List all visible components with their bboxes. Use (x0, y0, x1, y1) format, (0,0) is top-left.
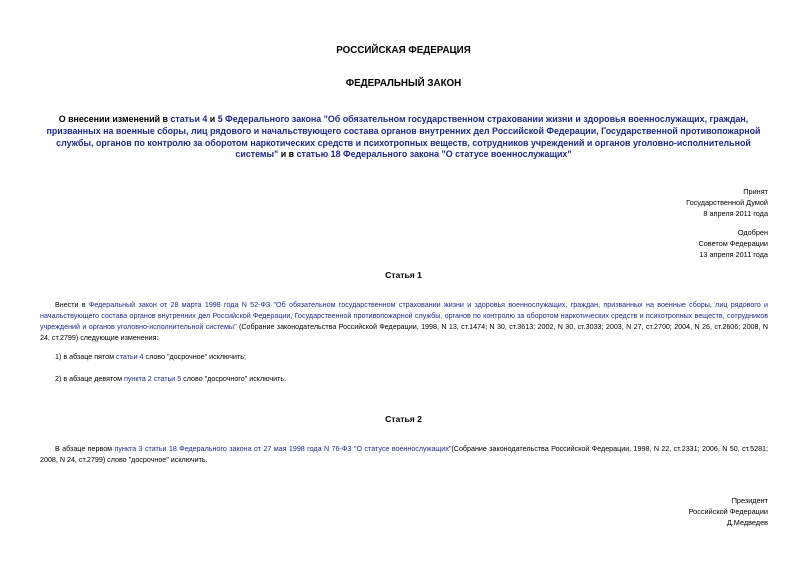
item-text: слово "досрочное" исключить; (143, 353, 246, 361)
accepted-label: Принят (743, 187, 768, 196)
paragraph-text: Внести в (55, 301, 89, 309)
article-2-paragraph (40, 444, 768, 466)
link-law-52-fz-text[interactable]: Федеральный закон от 28 марта 1998 года N 52-ФЗ "Об обязательном государственном страховании жизни и здоровья военнослужащих, граждан, призванных на военные сборы, лиц рядового и начальствующего состава органов внутренних дел Российской Федерации, Государственной противопожарной службы, органов по контролю за оборотом наркотических средств и психотропных веществ, сотрудников учреждений и органов уголовно-исполнительной системы" (40, 301, 768, 332)
article-2-heading: Статья 2 (385, 414, 422, 424)
signature-block (689, 495, 768, 529)
law-title (40, 114, 767, 161)
link-law-52-fz[interactable]: 5 Федерального закона "Об обязательном государственном страховании жизни и здоровья военнослужащих, граждан, призванных на военные сборы, лиц рядового и начальствующего состава органов внутренних дел Российской Федерации, Государственной противопожарной службы, органов по контролю за оборотом наркотических средств и психотропных веществ, сотрудников учреждений и органов уголовно-исполнительной системы" (46, 114, 761, 160)
document-type-title: ФЕДЕРАЛЬНЫЙ ЗАКОН (345, 78, 462, 89)
article-1-paragraph (40, 300, 768, 344)
link-article-4[interactable]: статьи 4 (170, 114, 208, 124)
signature-name: Д.Медведев (726, 518, 768, 528)
council-date: 13 апреля 2011 года (699, 250, 768, 260)
paragraph-text: (Собрание законодательства Российской Федерации, 1998, N 22, ст.2331; 2006, N 50, ст.5281; 2008, N 24, ст.2799) слово "досрочное" исключить. (40, 445, 769, 465)
country-title: РОССИЙСКАЯ ФЕДЕРАЦИЯ (336, 45, 471, 56)
adoption-council (698, 227, 768, 261)
signature-title: Президент (731, 496, 768, 505)
council-label: Советом Федерации (698, 239, 768, 249)
duma-date: 8 апреля 2011 года (703, 209, 768, 219)
signature-country: Российской Федерации (688, 507, 768, 517)
link-article-18-item[interactable]: пункта 3 статьи 18 Федерального закона от 27 мая 1998 года N 76-ФЗ "О статусе военнослужащих" (114, 445, 452, 453)
approved-label: Одобрен (737, 228, 768, 237)
link-article-5-item[interactable]: пункта 2 статьи 5 (124, 375, 182, 383)
paragraph-text: (Собрание законодательства Российской Федерации, 1998, N 13, ст.1474; N 30, ст.3613; 2002, N 30, ст.3033; 2003, N 27, ст.2700; 2004, N 26, ст.2606; 2008, N 24, ст.2799) следующие изменения: (40, 323, 768, 343)
article-1-item-1 (55, 352, 246, 363)
item-text: 2) в абзаце девятом (55, 375, 124, 383)
item-text: слово "досрочного" исключить. (181, 375, 287, 383)
paragraph-text: В абзаце первом (55, 445, 115, 453)
law-title-text: и (207, 114, 218, 124)
link-law-status[interactable]: статью 18 Федерального закона "О статусе военнослужащих" (296, 149, 572, 160)
law-title-text: О внесении изменений в (58, 114, 171, 124)
item-text: 1) в абзаце пятом (55, 353, 117, 361)
adoption-duma (686, 186, 768, 220)
law-title-text: и в (278, 149, 297, 160)
link-article-4-item[interactable]: статьи 4 (116, 353, 144, 361)
article-1-heading: Статья 1 (385, 270, 422, 280)
duma-label: Государственной Думой (686, 198, 768, 208)
article-1-item-2 (55, 374, 286, 385)
